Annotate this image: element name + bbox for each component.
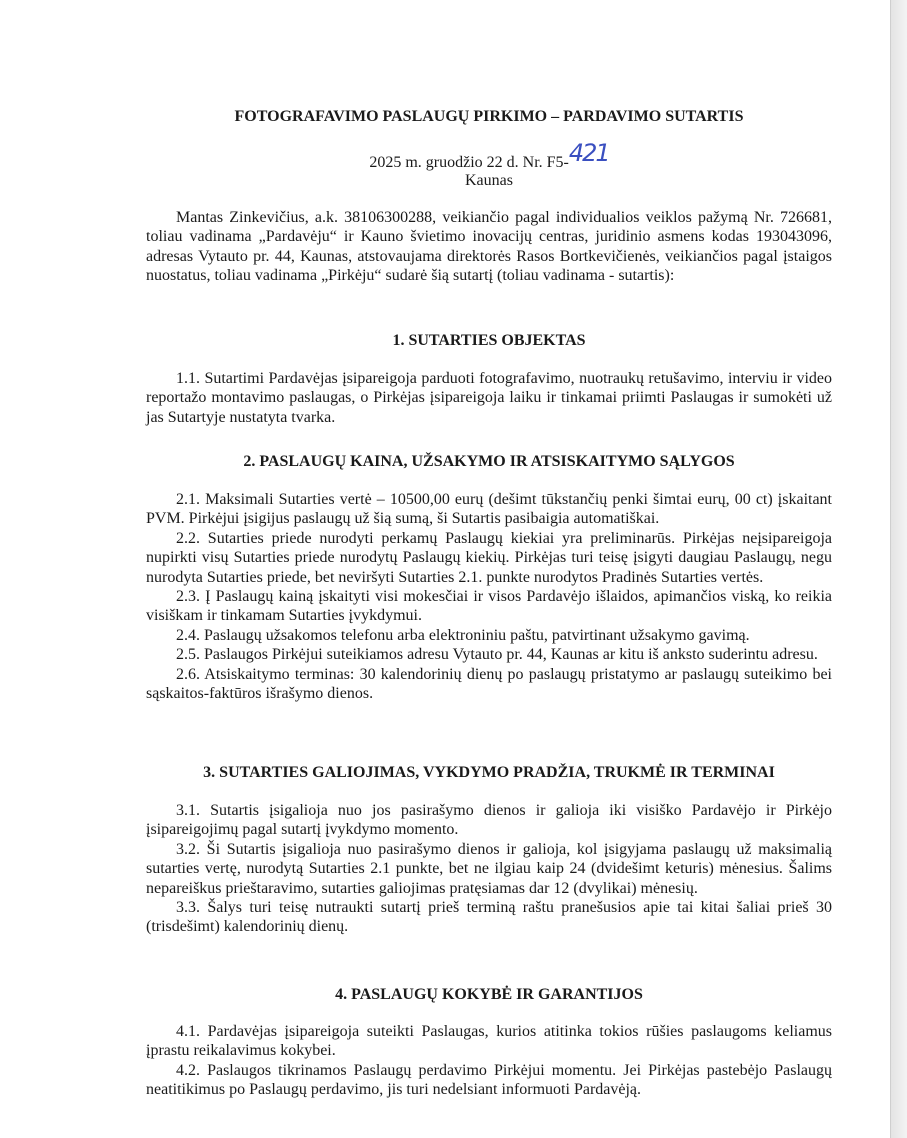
clause-3-2: 3.2. Ši Sutartis įsigalioja nuo pasirašymo dienos ir galioja, kol įsigyjama paslaugų už maksimalią sutarties vertę, nurodytą Sutarties 2.1 punkte, bet ne ilgiau kaip 24 (dvidešimt keturis) mėnesius. Šalims nepareiškus prieštaravimo, sutarties galiojimas pratęsiamas dar 12 (dvylikai) mėnesių. (146, 840, 832, 897)
clause-2-1: 2.1. Maksimali Sutarties vertė – 10500,00 eurų (dešimt tūkstančių penki šimtai eurų, 00 ct) įskaitant PVM. Pirkėjui įsigijus paslaugų už šią sumą, ši Sutartis pasibaigia automatiškai. (146, 491, 832, 528)
place: Kaunas (465, 172, 513, 189)
section-2-body (146, 490, 832, 703)
section-2-heading: 2. PASLAUGŲ KAINA, UŽSAKYMO IR ATSISKAITYMO SĄLYGOS (243, 453, 735, 470)
clause-1-1: 1.1. Sutartimi Pardavėjas įsipareigoja parduoti fotografavimo, nuotraukų retušavimo, interviu ir video reportažo montavimo paslaugas, o Pirkėjas įsipareigoja laiku ir tinkamai priimti Paslaugas ir sumokėti už jas Sutartyje nustatyta tvarka. (146, 370, 832, 426)
clause-2-5: 2.5. Paslaugos Pirkėjui suteikiamos adresu Vytauto pr. 44, Kaunas ar kitu iš anksto suderintu adresu. (176, 646, 818, 664)
clause-4-1: 4.1. Pardavėjas įsipareigoja suteikti Paslaugas, kurios atitinka tokios rūšies paslaugoms keliamus įprastu reikalavimus kokybei. (146, 1023, 832, 1060)
handwritten-number: 421 (568, 139, 609, 167)
document-title: FOTOGRAFAVIMO PASLAUGŲ PIRKIMO – PARDAVIMO SUTARTIS (234, 108, 744, 125)
intro-paragraph (146, 208, 832, 286)
clause-4-2: 4.2. Paslaugos tikrinamos Paslaugų perdavimo Pirkėjui momentu. Jei Pirkėjas pastebėjo Paslaugų neatitikimus po Paslaugų perdavimo, jis turi nedelsiant informuoti Pardavėją. (146, 1061, 832, 1099)
intro-text: Mantas Zinkevičius, a.k. 38106300288, veikiančio pagal individualios veiklos pažymą Nr. 726681, toliau vadinama „Pardavėju“ ir Kauno švietimo inovacijų centras, juridinio asmens kodas 193043096, adresas Vytauto pr. 44, Kaunas, atstovaujama direktorės Rasos Bortkevičienės, veikiančios pagal įstaigos nuostatus, toliau vadinama „Pirkėju“ sudarė šią sutartį (toliau vadinama - sutartis): (146, 209, 832, 285)
clause-3-3: 3.3. Šalys turi teisę nutraukti sutartį prieš terminą raštu pranešusios apie tai kitai šaliai prieš 30 (trisdešimt) kalendorinių dienų. (146, 899, 832, 936)
clause-2-6: 2.6. Atsiskaitymo terminas: 30 kalendorinių dienų po paslaugų pristatymo ar paslaugų suteikimo bei sąskaitos-faktūros išrašymo dienos. (146, 665, 832, 703)
clause-2-3: 2.3. Į Paslaugų kainą įskaityti visi mokesčiai ir visos Pardavėjo išlaidos, apimančios viską, ko reikia visiškam ir tinkamam Sutarties įvykdymui. (146, 588, 832, 625)
date-line (146, 139, 832, 172)
date-number-text: 2025 m. gruodžio 22 d. Nr. F5- (369, 154, 569, 171)
section-3-body (146, 801, 832, 937)
clause-2-4: 2.4. Paslaugų užsakomos telefonu arba elektroniniu paštu, patvirtinant užsakymo gavimą. (176, 626, 750, 644)
section-4-heading: 4. PASLAUGŲ KOKYBĖ IR GARANTIJOS (335, 986, 643, 1003)
section-4-body (146, 1022, 832, 1100)
section-1-heading: 1. SUTARTIES OBJEKTAS (392, 332, 586, 349)
section-1-body (146, 369, 832, 427)
clause-3-1: 3.1. Sutartis įsigalioja nuo jos pasirašymo dienos ir galioja iki visiško Pardavėjo ir Pirkėjo įsipareigojimų pagal sutartį įvykdymo momento. (146, 802, 832, 839)
clause-2-2: 2.2. Sutarties priede nurodyti perkamų Paslaugų kiekiai yra preliminarūs. Pirkėjas neįsipareigoja nupirkti visų Sutarties priede nurodytų Paslaugų kiekių. Pirkėjas turi teisę įsigyti daugiau Paslaugų, negu nurodyta Sutarties priede, bet neviršyti Sutarties 2.1. punkte nurodytos Pradinės Sutarties vertės. (146, 529, 832, 586)
scan-page-edge (890, 0, 907, 1138)
section-3-heading: 3. SUTARTIES GALIOJIMAS, VYKDYMO PRADŽIA, TRUKMĖ IR TERMINAI (203, 764, 775, 781)
